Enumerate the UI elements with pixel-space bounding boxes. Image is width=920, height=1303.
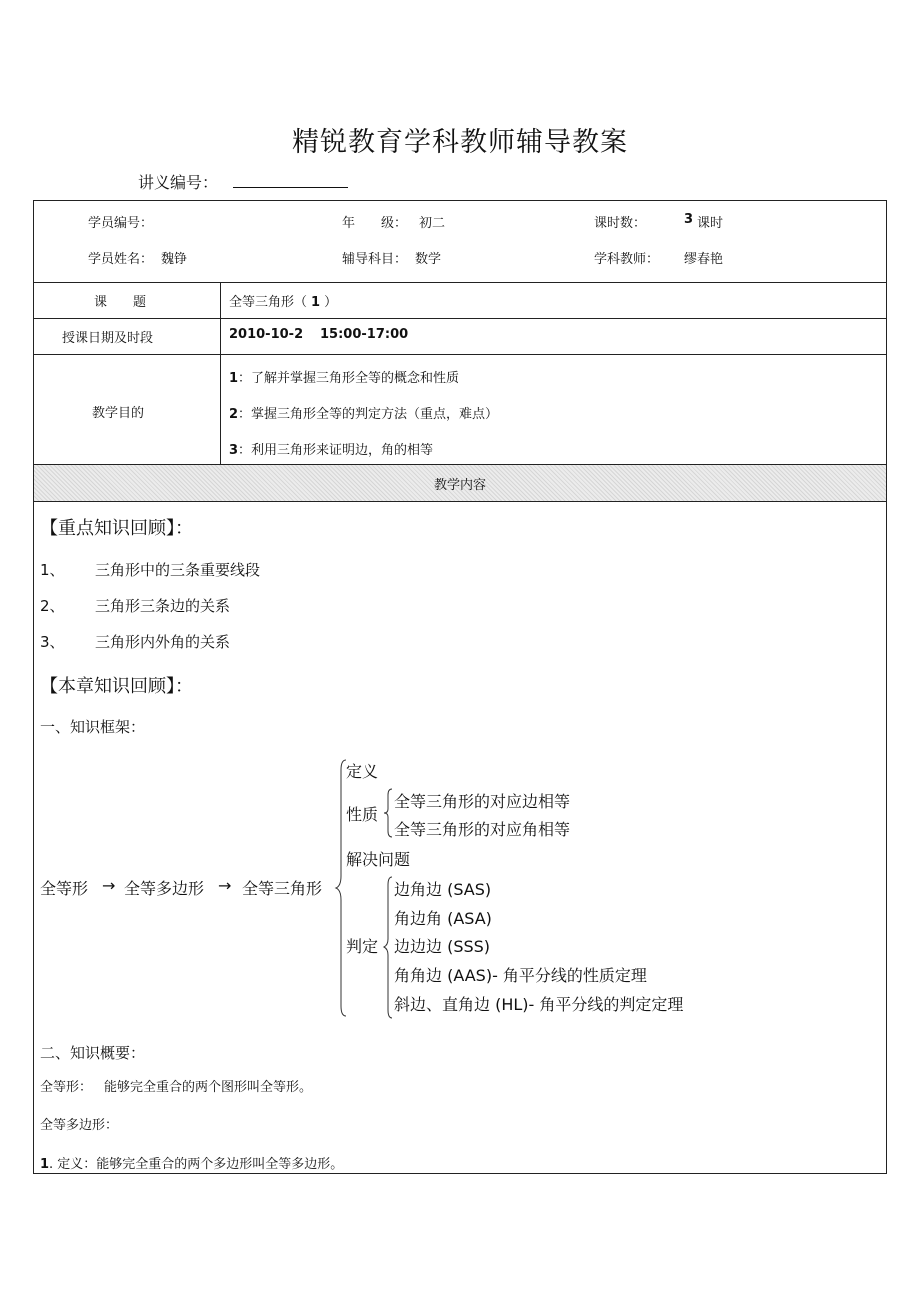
content-header: 教学内容 [433,478,486,493]
date-label: 授课日期及时段 [62,331,154,346]
teacher-value: 缪春艳 [684,252,724,267]
objective-number: 2 [229,407,239,422]
table-divider [33,282,887,283]
criteria-brace-icon [382,875,394,1020]
chain-congruent-polygon: 全等多边形 [124,879,205,898]
framework-heading: 一、知识框架： [40,718,146,736]
criteria-label: 判定 [346,937,379,956]
hours-value: 3 [684,212,694,227]
definition-text: . 定义：能够完全重合的两个多边形叫全等多边形。 [49,1157,344,1172]
objective-number: 1 [229,371,239,386]
objective-text: ：掌握三角形全等的判定方法（重点，难点） [238,407,499,422]
criteria-item: 边边边 (SSS) [394,937,491,956]
topic-suffix: ） [324,295,338,310]
key-review-number: 2、 [40,597,65,615]
chapter-review-heading: 【本章知识回顾】： [40,676,193,697]
topic-number: 1 [311,295,321,310]
topic-prefix: 全等三角形（ [229,295,308,310]
grade-value: 初二 [419,216,446,231]
page-title: 精锐教育学科教师辅导教案 [292,127,628,158]
main-brace-icon [334,758,350,1020]
congruent-polygon-label: 全等多边形： [40,1118,119,1133]
criteria-item: 斜边、直角边 (HL)- 角平分线的判定定理 [394,995,684,1014]
property-label: 性质 [346,805,379,824]
time-value: 15:00-17:00 [320,327,409,342]
chain-arrow-icon: → [218,876,232,895]
objective-item [229,439,433,458]
criteria-item: 边角边 (SAS) [394,880,492,899]
lecture-number-blank[interactable] [233,187,348,188]
chain-congruent-triangle: 全等三角形 [242,879,323,898]
objective-text: ：利用三角形来证明边，角的相等 [238,443,434,458]
solve-node: 解决问题 [346,850,411,869]
table-divider [33,318,887,319]
polygon-definition [40,1153,343,1172]
topic-value [229,291,337,310]
table-column-divider [220,282,221,464]
student-name-value: 魏铮 [161,252,188,267]
student-name-label: 学员姓名： [88,252,154,267]
objective-number: 3 [229,443,239,458]
objective-item [229,367,459,386]
chain-arrow-icon: → [102,876,116,895]
criteria-item: 角角边 (AAS)- 角平分线的性质定理 [394,966,647,985]
key-review-text: 三角形三条边的关系 [95,597,231,615]
teacher-label: 学科教师： [594,252,660,267]
key-review-heading: 【重点知识回顾】： [40,518,193,539]
table-divider [33,501,887,502]
key-review-number: 1、 [40,561,65,579]
table-divider [33,354,887,355]
property-item: 全等三角形的对应边相等 [394,792,571,811]
subject-label: 辅导科目： [342,252,408,267]
criteria-item: 角边角 (ASA) [394,909,492,928]
definition-node: 定义 [346,762,379,781]
congruent-figure-label: 全等形： [40,1080,93,1095]
chain-congruent-figure: 全等形 [40,879,89,898]
subject-value: 数学 [415,252,442,267]
objectives-label: 教学目的 [92,406,145,421]
key-review-text: 三角形中的三条重要线段 [95,561,261,579]
property-item: 全等三角形的对应角相等 [394,820,571,839]
objective-text: ：了解并掌握三角形全等的概念和性质 [238,371,460,386]
congruent-figure-definition: 能够完全重合的两个图形叫全等形。 [104,1080,313,1095]
lecture-number-label: 讲义编号： [138,173,219,192]
property-brace-icon [382,787,394,839]
hours-unit: 课时 [697,216,724,231]
date-value: 2010-10-2 [229,327,304,342]
definition-number: 1 [40,1157,50,1172]
student-id-label: 学员编号： [88,216,154,231]
objective-item [229,403,498,422]
key-review-number: 3、 [40,633,65,651]
hours-label: 课时数： [594,216,647,231]
summary-heading: 二、知识概要： [40,1044,146,1062]
key-review-text: 三角形内外角的关系 [95,633,231,651]
topic-label: 课 题 [94,295,147,310]
grade-label: 年 级： [342,216,408,231]
